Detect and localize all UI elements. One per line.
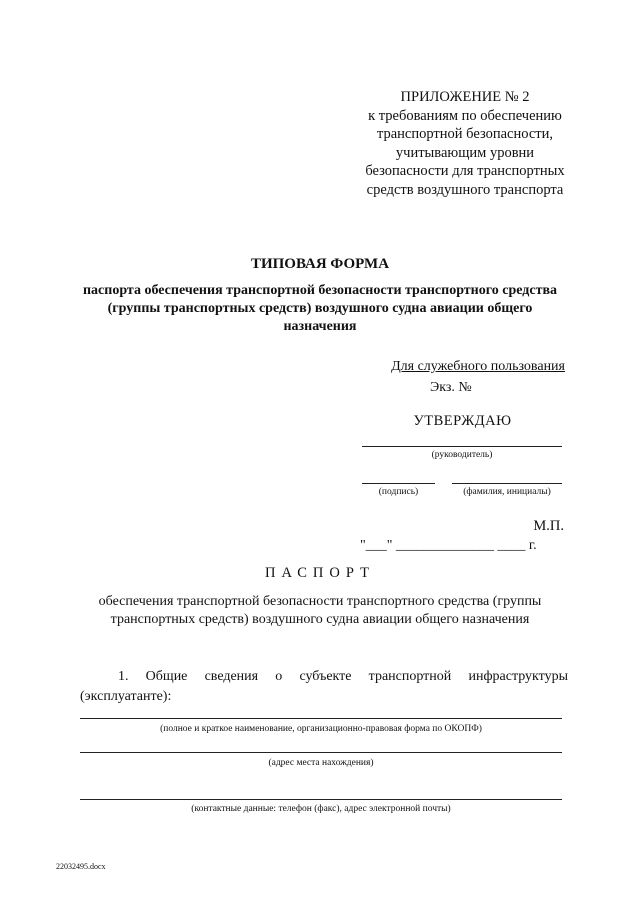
appendix-line: ПРИЛОЖЕНИЕ № 2 xyxy=(400,89,530,105)
appendix-line: к требованиям по обеспечению xyxy=(368,107,562,124)
approval-date: "___" ______________ ____ г. xyxy=(360,538,537,553)
name-line xyxy=(452,483,562,484)
file-name: 22032495.docx xyxy=(56,862,106,871)
appendix-line: безопасности для транспортных xyxy=(365,163,565,179)
name-caption: (фамилия, инициалы) xyxy=(463,487,551,497)
section-1-heading: 1. Общие сведения о субъекте транспортной инфраструктуры (эксплуатанте): xyxy=(80,669,568,704)
passport-title: ПАСПОРТ xyxy=(265,565,375,581)
form-subtitle: паспорта обеспечения транспортной безопасности транспортного средства (группы транспортных средств) воздушного судна авиации общего назначения xyxy=(82,283,558,334)
signature-line xyxy=(362,483,435,484)
head-caption: (руководитель) xyxy=(431,450,493,460)
appendix-line: средств воздушного транспорта xyxy=(366,181,564,198)
copy-number-label: Экз. № xyxy=(430,380,472,395)
address-line xyxy=(80,752,562,753)
approve-heading: УТВЕРЖДАЮ xyxy=(413,413,512,429)
address-caption: (адрес места нахождения) xyxy=(268,758,374,768)
passport-subtitle: обеспечения транспортной безопасности транспортного средства (группы транспортных средств) воздушного судна авиации общего назначения xyxy=(98,594,542,627)
org-name-caption: (полное и краткое наименование, организационно-правовая форма по ОКОПФ) xyxy=(160,724,482,734)
contacts-line xyxy=(80,799,562,800)
stamp-label: М.П. xyxy=(533,518,564,534)
contacts-caption: (контактные данные: телефон (факс), адрес электронной почты) xyxy=(191,804,451,814)
signature-caption: (подпись) xyxy=(378,487,419,497)
appendix-block xyxy=(340,88,590,199)
appendix-line: транспортной безопасности, xyxy=(376,126,554,142)
appendix-line: учитывающим уровни xyxy=(395,144,535,161)
form-title: ТИПОВАЯ ФОРМА xyxy=(250,256,390,272)
head-signature-line xyxy=(362,446,562,447)
org-name-line xyxy=(80,718,562,719)
restricted-label: Для служебного пользования xyxy=(391,359,565,374)
